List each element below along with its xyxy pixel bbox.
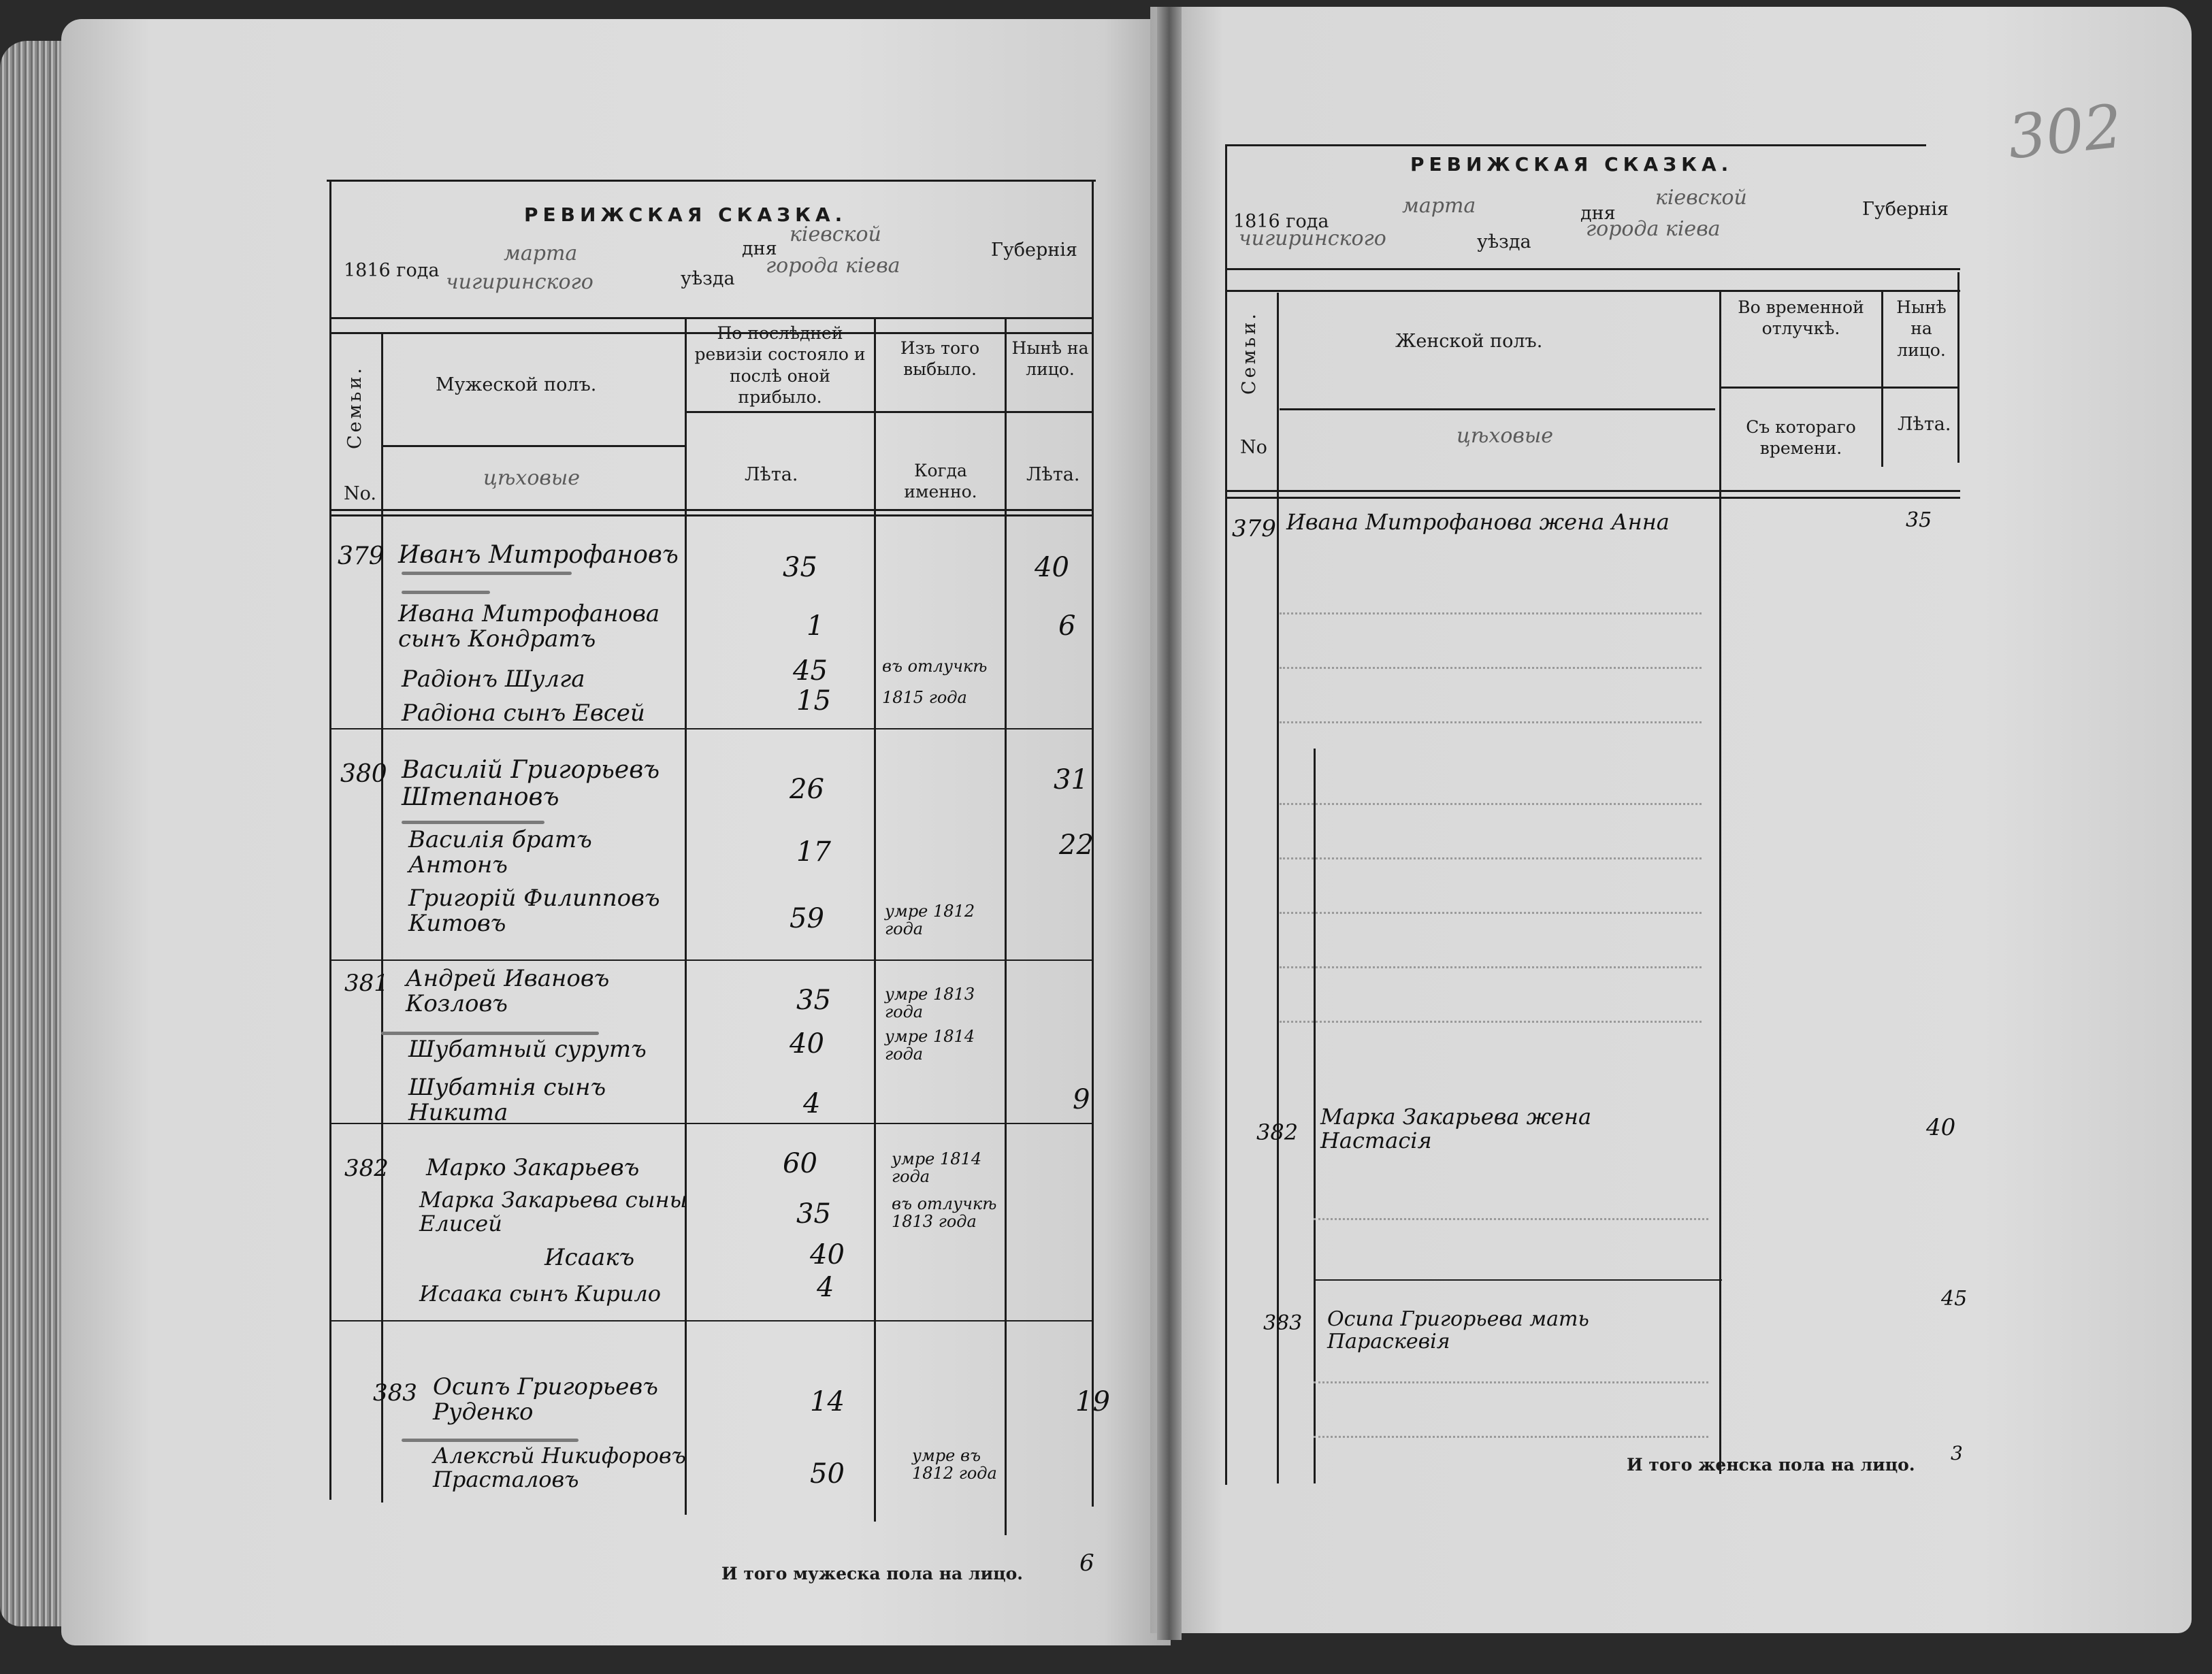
right-day-label: дня: [1580, 203, 1616, 224]
right-form-title: РЕВИЖСКАЯ СКАЗКА.: [1410, 153, 1734, 176]
present-age: 22: [1059, 830, 1094, 861]
prev-revision-age: 17: [796, 836, 831, 868]
right-city-handwritten: города кіева: [1586, 217, 1721, 241]
person-name: Василій Григорьевъ Штепановъ: [402, 756, 660, 811]
family-number: 382: [1256, 1119, 1299, 1145]
left-when-header: Когда именно.: [904, 461, 977, 502]
left-footer-label: И того мужеска пола на лицо.: [721, 1564, 1023, 1583]
prev-revision-age: 40: [810, 1239, 845, 1270]
family-number: 379: [338, 542, 385, 570]
right-female-header: Женской полъ.: [1395, 331, 1543, 352]
prev-revision-age: 15: [796, 685, 831, 717]
prev-revision-age: 50: [810, 1458, 845, 1490]
prev-revision-age: 1: [807, 610, 824, 642]
person-name: Ивана Митрофанова сынъ Кондратъ: [398, 600, 660, 653]
person-name: Ивана Митрофанова жена Анна: [1286, 509, 1670, 535]
right-gubernia-label: Губернія: [1862, 199, 1949, 220]
prev-revision-age: 4: [817, 1272, 834, 1303]
present-age: 19: [1075, 1386, 1110, 1417]
family-number: 383: [373, 1379, 417, 1407]
left-city-handwritten: города кіева: [766, 254, 900, 278]
left-now-present-header: Нынѣ на лицо.: [1011, 338, 1089, 380]
prev-revision-age: 14: [810, 1386, 845, 1417]
departure-note: умре 1812 года: [885, 902, 975, 939]
prev-revision-age: 35: [783, 552, 817, 583]
person-name: Осипъ Григорьевъ Руденко: [433, 1373, 658, 1426]
left-uezd-label: уѣзда: [681, 268, 735, 289]
prev-revision-age: 60: [783, 1148, 817, 1179]
right-temp-absent-header: Во временной отлучкѣ.: [1738, 297, 1864, 339]
person-name: Радіона сынъ Евсей: [402, 700, 645, 727]
person-name: Марка Закарьева жена Настасія: [1320, 1104, 1592, 1154]
person-name: Осипа Григорьева мать Параскевія: [1327, 1307, 1589, 1353]
present-age: 9: [1073, 1084, 1090, 1115]
left-day-label: дня: [742, 238, 777, 259]
right-page: [1150, 7, 2192, 1633]
right-day-handwritten: кіевской: [1655, 186, 1747, 210]
book-gutter: [1157, 7, 1182, 1640]
right-uezd-label: уѣзда: [1477, 231, 1531, 252]
present-age: 6: [1058, 610, 1076, 642]
left-family-header: Семьи.: [344, 365, 365, 449]
left-footer-total: 6: [1079, 1549, 1094, 1577]
prev-revision-age: 26: [790, 774, 824, 805]
left-month-handwritten: марта: [504, 242, 578, 265]
right-footer-label: И того женска пола на лицо.: [1627, 1455, 1915, 1475]
departure-note: 1815 года: [882, 688, 967, 707]
prev-revision-age: 4: [803, 1088, 821, 1119]
left-no-header: No.: [344, 483, 376, 504]
right-uezd-handwritten: чигиринского: [1239, 227, 1386, 250]
left-year-label: 1816 года: [344, 260, 440, 281]
departure-note: умре 1813 года: [885, 985, 975, 1022]
left-gubernia-label: Губернія: [991, 240, 1077, 261]
left-from-that-header: Изъ того выбыло.: [900, 338, 980, 380]
person-name: Радіонъ Шулга: [402, 666, 585, 693]
left-uezd-handwritten: чигиринского: [446, 270, 593, 294]
person-name: Исаакъ: [544, 1244, 635, 1271]
left-prev-revision-header: По послѣдней ревизіи состояло и послѣ оной прибыло.: [694, 323, 866, 407]
prev-revision-age: 45: [793, 655, 828, 687]
person-name: Иванъ Митрофановъ: [398, 541, 679, 569]
present-age: 35: [1906, 508, 1932, 532]
right-since-when-header: Съ котораго времени.: [1746, 417, 1856, 459]
family-number: 383: [1263, 1311, 1303, 1335]
present-age: 40: [1035, 552, 1069, 583]
departure-note: умре 1814 года: [885, 1027, 975, 1064]
person-name: Исаака сынъ Кирило: [419, 1281, 662, 1307]
person-name: Марка Закарьева сыны Елисей: [419, 1187, 687, 1237]
prev-revision-age: 59: [790, 903, 824, 934]
left-subhead-handwritten: цѣховые: [483, 466, 581, 490]
present-age: 45: [1941, 1287, 1968, 1311]
prev-revision-age: 35: [796, 1198, 831, 1230]
right-no-header: No: [1240, 437, 1267, 458]
right-footer-total: 3: [1951, 1442, 1963, 1464]
departure-note: въ отлучкѣ: [882, 657, 988, 676]
family-number: 381: [344, 970, 389, 997]
person-name: Марко Закарьевъ: [426, 1154, 640, 1181]
departure-note: въ отлучкѣ 1813 года: [892, 1194, 997, 1232]
person-name: Андрей Ивановъ Козловъ: [406, 965, 610, 1018]
departure-note: умре въ 1812 года: [912, 1446, 997, 1483]
family-number: 379: [1232, 515, 1276, 542]
right-subhead-handwritten: цѣховые: [1457, 424, 1554, 448]
prev-revision-age: 35: [796, 985, 831, 1016]
left-day-handwritten: кіевской: [790, 223, 881, 246]
right-month-handwritten: марта: [1402, 194, 1476, 218]
right-family-header: Семьи.: [1239, 311, 1260, 395]
person-name: Алексѣй Никифоровъ Прасталовъ: [433, 1443, 686, 1493]
left-form-title: РЕВИЖСКАЯ СКАЗКА.: [524, 203, 847, 226]
right-year-label: 1816 года: [1233, 211, 1329, 232]
departure-note: умре 1814 года: [892, 1149, 982, 1187]
left-years-a-header: Лѣта.: [745, 464, 798, 485]
right-years-header: Лѣта.: [1898, 414, 1951, 435]
person-name: Шубатный сурутъ: [408, 1036, 647, 1063]
left-years-b-header: Лѣта.: [1026, 464, 1080, 485]
person-name: Григорій Филипповъ Китовъ: [408, 885, 660, 938]
right-now-present-header: Нынѣ на лицо.: [1896, 297, 1947, 360]
person-name: Василія братъ Антонъ: [408, 826, 592, 879]
present-age: 40: [1926, 1114, 1956, 1141]
left-male-header: Мужеской полъ.: [436, 374, 597, 395]
family-number: 382: [344, 1155, 389, 1182]
present-age: 31: [1054, 764, 1088, 795]
family-number: 380: [340, 760, 387, 788]
prev-revision-age: 40: [790, 1028, 824, 1060]
page-number: 302: [2004, 91, 2126, 173]
person-name: Шубатнія сынъ Никита: [408, 1074, 606, 1127]
